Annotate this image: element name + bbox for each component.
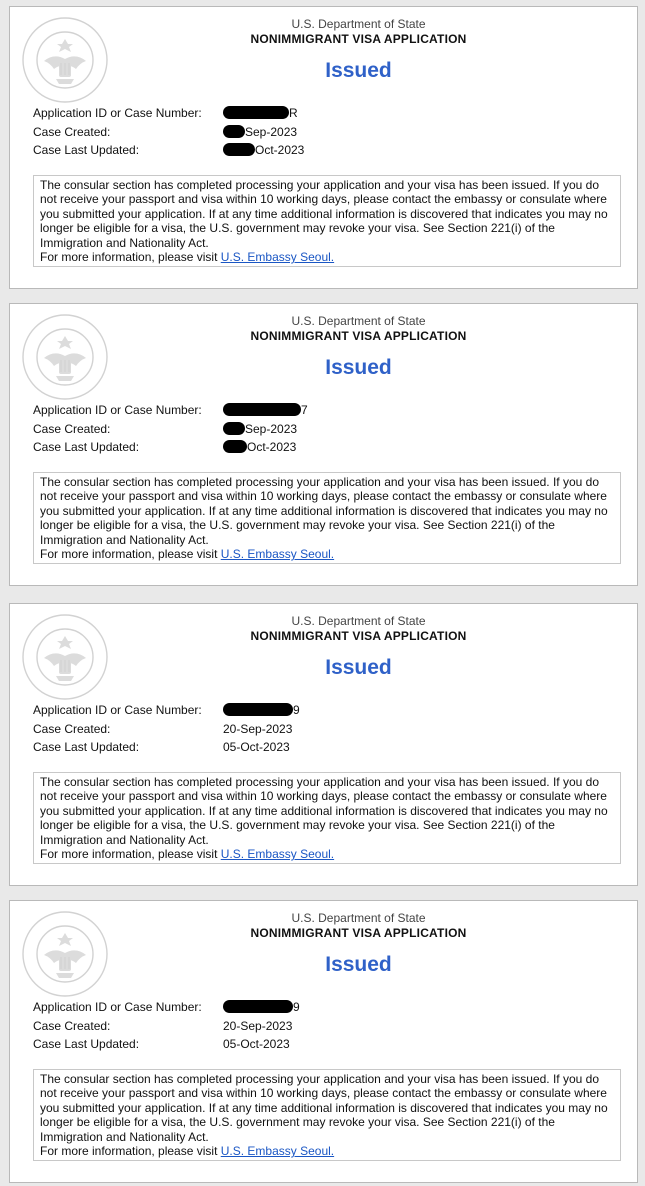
case-updated-label: Case Last Updated: (33, 143, 140, 157)
case-info (33, 998, 300, 1054)
case-updated-value (223, 438, 296, 457)
redaction-mark (223, 422, 245, 435)
application-type-title: NONIMMIGRANT VISA APPLICATION (250, 629, 467, 643)
notice-text: The consular section has completed processing your application and your visa has been issued. If you do not receive your passport and visa within 10 working days, please contact the embassy or consulate where you submitted your application. If at any time additional information is discovered that indicates you may no longer be eligible for a visa, the U.S. government may revoke your visa. See Section 221(i) of the Immigration and Nationality Act. (40, 475, 608, 547)
status-notice (33, 175, 621, 267)
case-number-value (223, 998, 300, 1017)
application-type-title: NONIMMIGRANT VISA APPLICATION (250, 926, 467, 940)
case-number-text: 9 (293, 703, 300, 717)
case-created-value (223, 123, 297, 142)
status-heading: Issued (325, 656, 392, 679)
status-heading: Issued (325, 953, 392, 976)
case-created-row (33, 1017, 293, 1036)
status-heading: Issued (325, 356, 392, 379)
visa-status-card (9, 603, 638, 886)
department-name: U.S. Department of State (291, 614, 426, 628)
application-type-title: NONIMMIGRANT VISA APPLICATION (250, 32, 467, 46)
case-updated-text: Oct-2023 (247, 440, 297, 454)
case-updated-text: Oct-2023 (255, 143, 305, 157)
case-number-label: Application ID or Case Number: (33, 1000, 202, 1014)
case-created-row (33, 720, 293, 739)
application-type-title: NONIMMIGRANT VISA APPLICATION (250, 329, 467, 343)
case-number-row (33, 701, 300, 720)
more-info-prefix: For more information, please visit (40, 847, 221, 862)
case-info (33, 401, 308, 457)
embassy-link[interactable]: U.S. Embassy Seoul. (220, 1144, 335, 1159)
redaction-mark (223, 1000, 293, 1013)
status-notice (33, 1069, 621, 1161)
redaction-mark (223, 703, 293, 716)
case-created-text: 20-Sep-2023 (223, 1018, 293, 1033)
redaction-mark (223, 143, 255, 156)
case-created-label: Case Created: (33, 421, 111, 436)
embassy-link[interactable]: U.S. Embassy Seoul. (220, 250, 335, 265)
case-number-text: 9 (293, 1000, 300, 1014)
case-created-value (223, 1017, 292, 1036)
case-updated-row (33, 1035, 290, 1054)
case-updated-row (33, 438, 297, 457)
case-updated-label: Case Last Updated: (33, 440, 140, 454)
case-number-label: Application ID or Case Number: (33, 403, 202, 417)
case-info (33, 104, 305, 160)
redaction-mark (223, 125, 245, 138)
embassy-link[interactable]: U.S. Embassy Seoul. (220, 547, 335, 562)
case-number-row (33, 998, 300, 1017)
more-info-prefix: For more information, please visit (40, 250, 221, 265)
embassy-link[interactable]: U.S. Embassy Seoul. (220, 847, 335, 862)
case-created-row (33, 420, 298, 439)
case-updated-value (223, 1035, 290, 1054)
case-created-value (223, 420, 297, 439)
case-created-value (223, 720, 292, 739)
more-info-prefix: For more information, please visit (40, 547, 221, 562)
visa-status-card (9, 900, 638, 1183)
department-name: U.S. Department of State (291, 314, 426, 328)
visa-status-card (9, 6, 638, 289)
redaction-mark (223, 403, 301, 416)
status-notice (33, 772, 621, 864)
status-heading: Issued (325, 59, 392, 82)
redaction-mark (223, 440, 247, 453)
case-number-row (33, 104, 298, 123)
case-updated-label: Case Last Updated: (33, 740, 140, 754)
case-info (33, 701, 300, 757)
case-number-row (33, 401, 308, 420)
case-number-value (223, 701, 300, 720)
more-info-prefix: For more information, please visit (40, 1144, 221, 1159)
redaction-mark (223, 106, 289, 119)
notice-text: The consular section has completed processing your application and your visa has been issued. If you do not receive your passport and visa within 10 working days, please contact the embassy or consulate where you submitted your application. If at any time additional information is discovered that indicates you may no longer be eligible for a visa, the U.S. government may revoke your visa. See Section 221(i) of the Immigration and Nationality Act. (40, 775, 608, 847)
department-name: U.S. Department of State (291, 911, 426, 925)
case-updated-value (223, 738, 290, 757)
case-updated-value (223, 141, 304, 160)
case-created-text: Sep-2023 (245, 421, 298, 436)
case-created-row (33, 123, 298, 142)
case-number-value (223, 401, 308, 420)
status-notice (33, 472, 621, 564)
case-updated-label: Case Last Updated: (33, 1037, 140, 1051)
case-updated-text: 05-Oct-2023 (223, 1037, 290, 1051)
case-number-value (223, 104, 298, 123)
case-number-text: 7 (301, 403, 308, 417)
visa-status-card (9, 303, 638, 586)
case-number-text: R (289, 106, 298, 120)
case-created-text: 20-Sep-2023 (223, 721, 293, 736)
case-number-label: Application ID or Case Number: (33, 703, 202, 717)
case-updated-row (33, 141, 305, 160)
case-created-label: Case Created: (33, 124, 111, 139)
case-created-text: Sep-2023 (245, 124, 298, 139)
case-number-label: Application ID or Case Number: (33, 106, 202, 120)
case-updated-text: 05-Oct-2023 (223, 740, 290, 754)
case-updated-row (33, 738, 290, 757)
notice-text: The consular section has completed processing your application and your visa has been issued. If you do not receive your passport and visa within 10 working days, please contact the embassy or consulate where you submitted your application. If at any time additional information is discovered that indicates you may no longer be eligible for a visa, the U.S. government may revoke your visa. See Section 221(i) of the Immigration and Nationality Act. (40, 1072, 608, 1144)
case-created-label: Case Created: (33, 1018, 111, 1033)
notice-text: The consular section has completed processing your application and your visa has been issued. If you do not receive your passport and visa within 10 working days, please contact the embassy or consulate where you submitted your application. If at any time additional information is discovered that indicates you may no longer be eligible for a visa, the U.S. government may revoke your visa. See Section 221(i) of the Immigration and Nationality Act. (40, 178, 608, 250)
case-created-label: Case Created: (33, 721, 111, 736)
department-name: U.S. Department of State (291, 17, 426, 31)
